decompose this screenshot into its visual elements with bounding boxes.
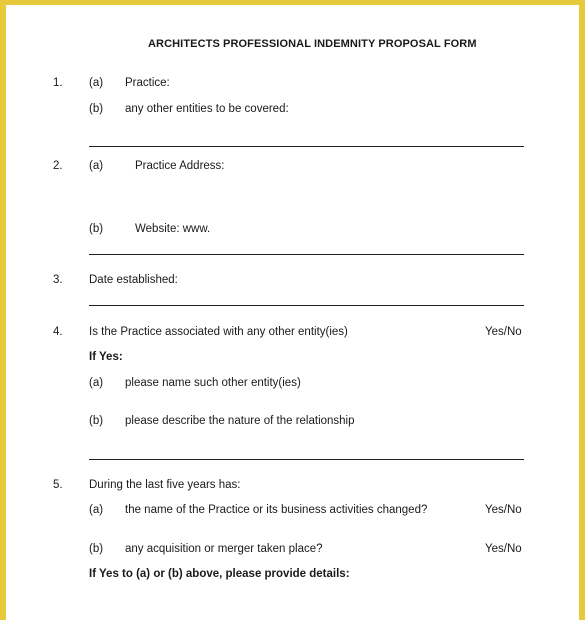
q2-a-label: (a)	[89, 160, 104, 172]
q5-text: During the last five years has:	[89, 479, 241, 491]
q5-details-prompt: If Yes to (a) or (b) above, please provide details:	[89, 568, 350, 580]
q4-text: Is the Practice associated with any other entity(ies)	[89, 326, 348, 338]
form-page	[6, 5, 579, 620]
q5-b-label: (b)	[89, 543, 104, 555]
q1-b-text: any other entities to be covered:	[125, 103, 289, 115]
q1-b-label: (b)	[89, 103, 104, 115]
q4-number: 4.	[53, 326, 63, 338]
q3-number: 3.	[53, 274, 63, 286]
q5-number: 5.	[53, 479, 63, 491]
q1-a-label: (a)	[89, 77, 104, 89]
q2-a-text: Practice Address:	[135, 160, 225, 172]
q4-if-yes: If Yes:	[89, 351, 123, 363]
q2-b-text: Website: www.	[135, 223, 211, 235]
q4-b-text: please describe the nature of the relationship	[125, 415, 355, 427]
q4-answer-line[interactable]	[89, 459, 524, 460]
q3-text: Date established:	[89, 274, 178, 286]
q5-b-text: any acquisition or merger taken place?	[125, 543, 323, 555]
q4-b-label: (b)	[89, 415, 104, 427]
q5-a-label: (a)	[89, 504, 104, 516]
q2-answer-line[interactable]	[89, 254, 524, 255]
q2-b-label: (b)	[89, 223, 104, 235]
q5-a-text: the name of the Practice or its business activities changed?	[125, 504, 428, 516]
q1-a-text: Practice:	[125, 77, 170, 89]
q5-a-yes-no[interactable]: Yes/No	[485, 504, 522, 516]
q4-a-text: please name such other entity(ies)	[125, 377, 301, 389]
q1-answer-line[interactable]	[89, 146, 524, 147]
q4-a-label: (a)	[89, 377, 104, 389]
q5-b-yes-no[interactable]: Yes/No	[485, 543, 522, 555]
q4-yes-no[interactable]: Yes/No	[485, 326, 522, 338]
q3-answer-line[interactable]	[89, 305, 524, 306]
q2-number: 2.	[53, 160, 63, 172]
form-title: ARCHITECTS PROFESSIONAL INDEMNITY PROPOSAL FORM	[148, 38, 477, 50]
q1-number: 1.	[53, 77, 63, 89]
